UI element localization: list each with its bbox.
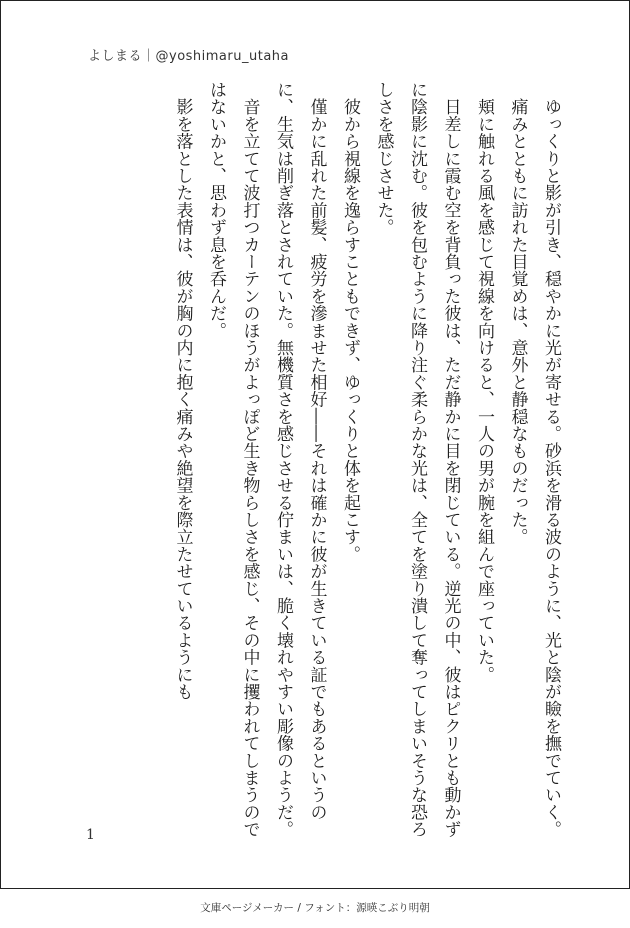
paragraph: ゆっくりと影が引き、穏やかに光が寄せる。砂浜を滑る波のように、光と陰が瞼を撫でていく。 xyxy=(541,81,561,838)
paragraph: 僅かに乱れた前髪、疲労を滲ませた相好――それは確かに彼が生きている証でもあるというのに、生気は削ぎ落とされていた。無機質さを感じさせる佇まいは、脆く壊れやすい彫像のようだ。 xyxy=(273,81,327,838)
page-number: 1 xyxy=(86,827,95,843)
paragraph: 頬に触れる風を感じて視線を向けると、一人の男が腕を組んで座っていた。 xyxy=(474,81,494,683)
author-header: よしまる｜@yoshimaru_utaha xyxy=(88,49,289,64)
paragraph: 痛みとともに訪れた目覚めは、意外と静穏なものだった。 xyxy=(507,81,528,546)
paragraph: 彼から視線を逸らすこともできず、ゆっくりと体を起こす。 xyxy=(340,81,360,563)
paragraph: 音を立てて波打つカーテンのほうがよっぽど生き物らしさを感じ、その中に攫われてしまうのではないかと、思わず息を呑んだ。 xyxy=(206,81,260,838)
vertical-body-text xyxy=(165,81,567,851)
paragraph: 影を落とした表情は、彼が胸の内に抱く痛みや絶望を際立たせているようにも xyxy=(172,81,193,701)
paragraph: 日差しに霞む空を背負った彼は、ただ静かに目を閉じている。逆光の中、彼はピクリとも動かずに陰影に沈む。彼を包むように降り注ぐ柔らかな光は、全てを塗り潰して奪ってしまいそうな恐ろしさを感じさせた。 xyxy=(373,81,461,838)
footer-credit: 文庫ページメーカー / フォント：源暎こぶり明朝 xyxy=(200,902,430,914)
